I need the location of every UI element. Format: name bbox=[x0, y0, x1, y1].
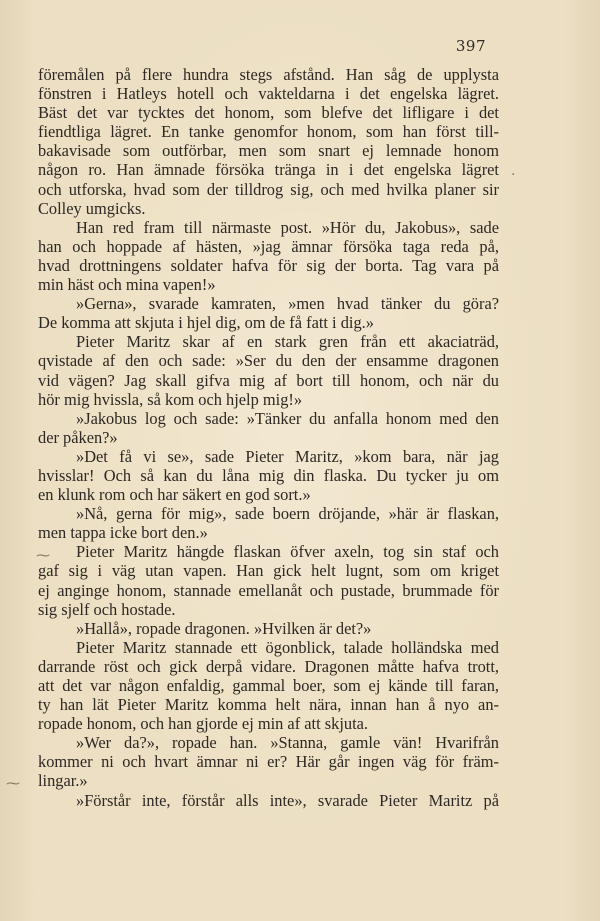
text-line: föremålen på flere hundra stegs afstånd. Han såg de upplysta bbox=[38, 65, 499, 84]
text-line: der påken?» bbox=[38, 427, 118, 447]
margin-pencil-mark: ⁓ bbox=[36, 548, 50, 564]
text-line: »Jakobus log och sade: »Tänker du anfalla honom med den bbox=[76, 408, 499, 428]
text-line: De komma att skjuta i hjel dig, om de få fatt i dig.» bbox=[38, 313, 374, 333]
text-line: »Det få vi se», sade Pieter Maritz, »kom bara, när jag bbox=[76, 446, 499, 466]
text-line: han och hoppade af hästen, »jag ämnar försöka taga reda på, bbox=[38, 236, 499, 256]
text-line: hvad drottningens soldater hafva för sig der borta. Tag vara på bbox=[38, 255, 499, 275]
text-line: ty han lät Pieter Maritz komma helt nära, innan han å nyo an- bbox=[38, 695, 499, 715]
text-line: Han red fram till närmaste post. »Hör du, Jakobus», sade bbox=[76, 217, 499, 237]
text-line: darrande röst och gick derpå vidare. Dragonen måtte hafva trott, bbox=[38, 656, 499, 676]
text-line: Pieter Maritz skar af en stark gren från ett akaciaträd, bbox=[76, 332, 499, 352]
text-line: bakavisade som outförbar, men som snart ej lemnade honom bbox=[38, 141, 499, 161]
text-line: kommer ni och hvart ämnar ni er? Här går ingen väg för främ- bbox=[38, 752, 499, 772]
text-line: »Wer da?», ropade han. »Stanna, gamle vän! Hvarifrån bbox=[76, 733, 499, 753]
text-line: »Nå, gerna för mig», sade boern dröjande, »här är flaskan, bbox=[76, 504, 499, 524]
text-line: »Gerna», svarade kamraten, »men hvad tänker du göra? bbox=[76, 294, 499, 314]
text-line: och utforska, hvad som der tilldrog sig, och med hvilka planer sir bbox=[38, 179, 499, 199]
text-line: fönstren i Hatleys hotell och vakteldarna i det engelska lägret. bbox=[38, 84, 499, 104]
text-line: min häst och mina vapen!» bbox=[38, 275, 216, 295]
page-number: 397 bbox=[455, 37, 486, 55]
text-line: Pieter Maritz stannade ett ögonblick, talade holländska med bbox=[76, 637, 499, 657]
margin-pencil-mark: ⁓ bbox=[6, 776, 20, 792]
text-line: en klunk rom och har säkert en god sort.» bbox=[38, 485, 311, 505]
text-line: Pieter Maritz hängde flaskan öfver axeln, tog sin staf och bbox=[76, 542, 499, 562]
text-line: någon ro. Han ämnade försöka tränga in i det engelska lägret bbox=[38, 160, 499, 180]
text-line: qvistade af den och sade: »Ser du den der ensamme dragonen bbox=[38, 351, 499, 371]
text-line: lingar.» bbox=[38, 771, 88, 791]
text-line: Colley umgicks. bbox=[38, 198, 146, 218]
text-line: ropade honom, och han gjorde ej min af att skjuta. bbox=[38, 714, 368, 734]
text-line: fiendtliga lägret. En tanke genomfor honom, som han först till- bbox=[38, 122, 499, 142]
text-line: men tappa icke bort den.» bbox=[38, 523, 208, 543]
text-line: hör mig hvissla, så kom och hjelp mig!» bbox=[38, 389, 303, 409]
text-line: »Hallå», ropade dragonen. »Hvilken är det?» bbox=[76, 618, 372, 638]
text-line: att det var någon enfaldig, gammal boer, som ej kände till faran, bbox=[38, 676, 499, 695]
text-line: gaf sig i väg utan vapen. Han gick helt lugnt, som om kriget bbox=[38, 561, 499, 581]
text-line: sig sjelf och hostade. bbox=[38, 599, 176, 619]
text-line: »Förstår inte, förstår alls inte», svarade Pieter Maritz på bbox=[76, 790, 499, 810]
text-line: ej anginge honom, stannade emellanåt och pustade, brummade för bbox=[38, 580, 499, 600]
text-line: Bäst det var tycktes det honom, som blefve det lifligare i det bbox=[38, 103, 499, 123]
margin-dot-mark: · bbox=[511, 167, 516, 183]
text-line: vid vägen? Jag skall gifva mig af bort till honom, och när du bbox=[38, 370, 499, 390]
body-text bbox=[38, 65, 499, 810]
text-line: hvisslar! Och så kan du låna mig din flaska. Du tycker ju om bbox=[38, 465, 499, 485]
